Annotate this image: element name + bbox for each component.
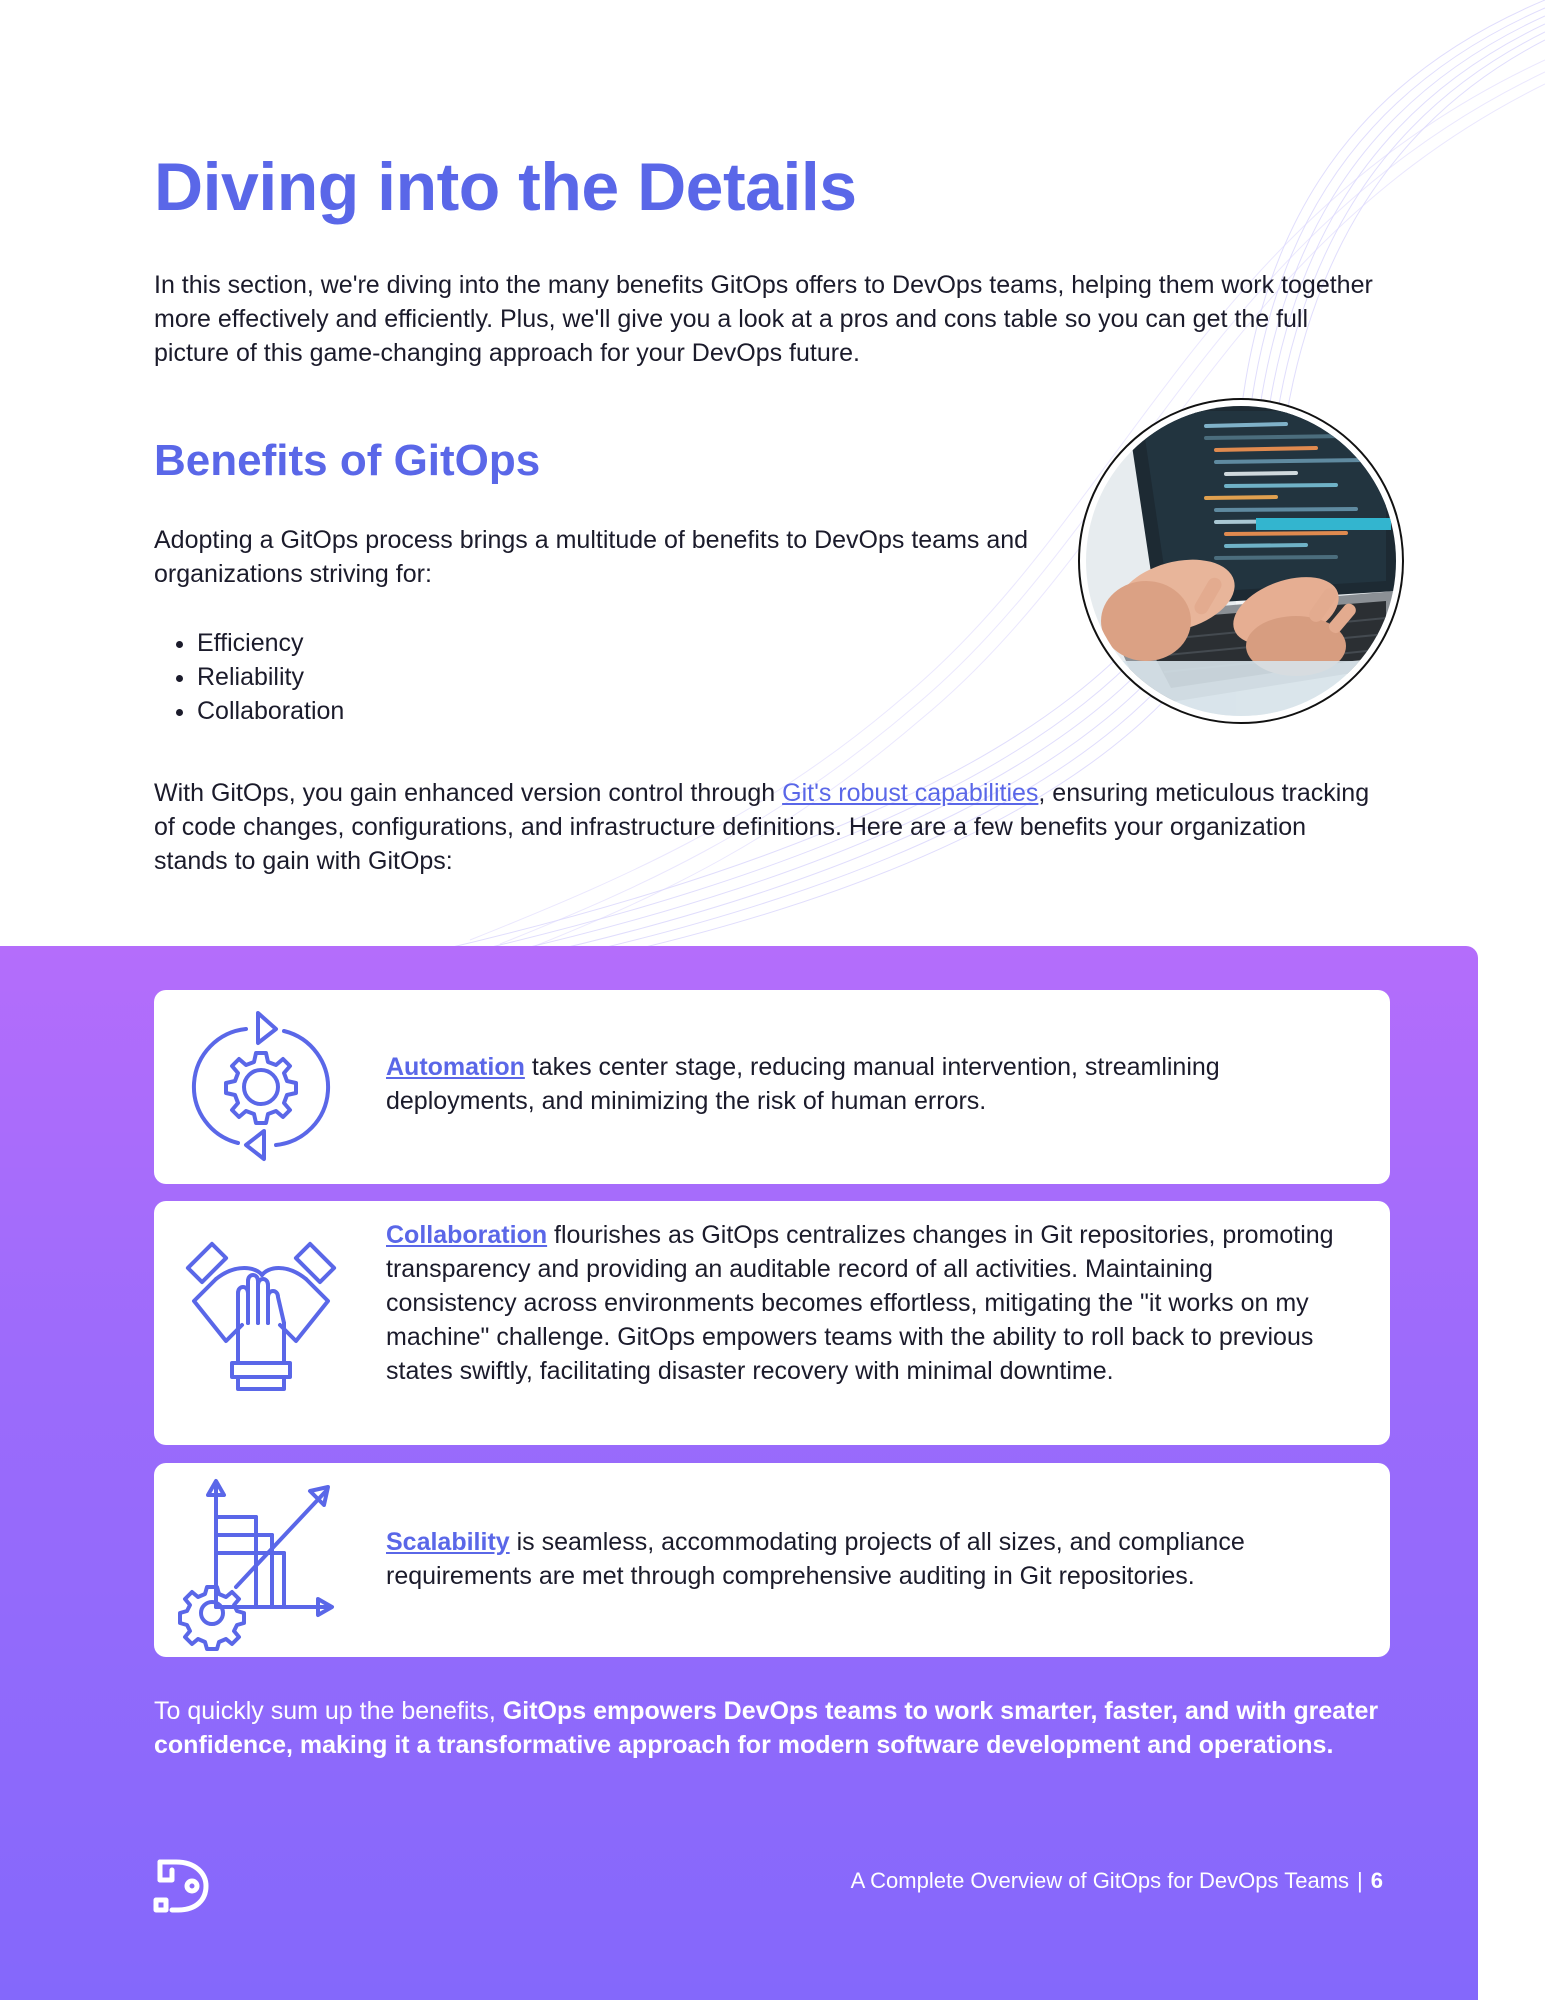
gear-cycle-icon [176, 1007, 346, 1167]
summary-paragraph [154, 1694, 1384, 1762]
git-capabilities-link[interactable]: Git's robust capabilities [782, 779, 1039, 807]
bullet-item: • Reliability [197, 660, 344, 694]
bullet-item: • Efficiency [197, 626, 344, 660]
paragraph-text-start: With GitOps, you gain enhanced version control through [154, 779, 783, 807]
intro-paragraph: In this section, we're diving into the many benefits GitOps offers to DevOps teams, helping them work together more effectively and efficiently. Plus, we'll give you a look at a pros and cons table so you can get the full picture of this game-changing approach for your DevOps future. [154, 271, 1373, 367]
summary-prefix: To quickly sum up the benefits, [154, 1697, 503, 1725]
brand-logo-icon [152, 1858, 212, 1914]
benefits-bullet-list [154, 626, 344, 728]
growth-chart-gear-icon [176, 1477, 346, 1657]
laptop-coding-photo [1078, 398, 1404, 724]
bullet-item: • Collaboration [197, 694, 344, 728]
scalability-link[interactable]: Scalability [386, 1528, 510, 1556]
collaboration-link[interactable]: Collaboration [386, 1221, 548, 1249]
benefit-description: takes center stage, reducing manual intervention, streamlining deployments, and minimizing the risk of human errors. [386, 1053, 1220, 1115]
page-number: 6 [1370, 1868, 1383, 1893]
benefit-description: flourishes as GitOps centralizes changes in Git repositories, promoting transparency and providing an auditable record of all activities. Maintaining consistency across environments becomes effortless, mitigating the "it works on my machine" challenge. GitOps empowers teams with the ability to roll back to previous states swiftly, facilitating disaster recovery with minimal downtime. [386, 1221, 1334, 1385]
benefits-lead-paragraph: Adopting a GitOps process brings a multitude of benefits to DevOps teams and organizations striving for: [154, 526, 1029, 588]
paragraph-text-end: , ensuring meticulous tracking of code changes, configurations, and infrastructure definitions. Here are a few benefits your organization stands to gain with GitOps: [154, 779, 1370, 875]
page-title: Diving into the Details [154, 149, 857, 225]
page-footer [851, 1868, 1383, 1894]
benefit-text [386, 1218, 1346, 1388]
automation-link[interactable]: Automation [386, 1053, 525, 1081]
summary-bold-text: GitOps empowers DevOps teams to work smarter, faster, and with greater confidence, making it a transformative approach for modern software development and operations. [154, 1697, 1379, 1759]
footer-separator: | [1357, 1868, 1363, 1893]
version-control-paragraph [154, 776, 1384, 878]
team-hands-icon [176, 1223, 346, 1423]
benefit-card-scalability [154, 1463, 1390, 1657]
benefit-text [386, 1050, 1346, 1118]
benefit-text [386, 1525, 1346, 1593]
benefit-card-collaboration [154, 1201, 1390, 1445]
benefit-description: is seamless, accommodating projects of all sizes, and compliance requirements are met through comprehensive auditing in Git repositories. [386, 1528, 1245, 1590]
benefit-card-automation [154, 990, 1390, 1184]
section-heading: Benefits of GitOps [154, 436, 541, 485]
laptop-illustration [1086, 406, 1396, 716]
document-title: A Complete Overview of GitOps for DevOps Teams [850, 1868, 1350, 1893]
